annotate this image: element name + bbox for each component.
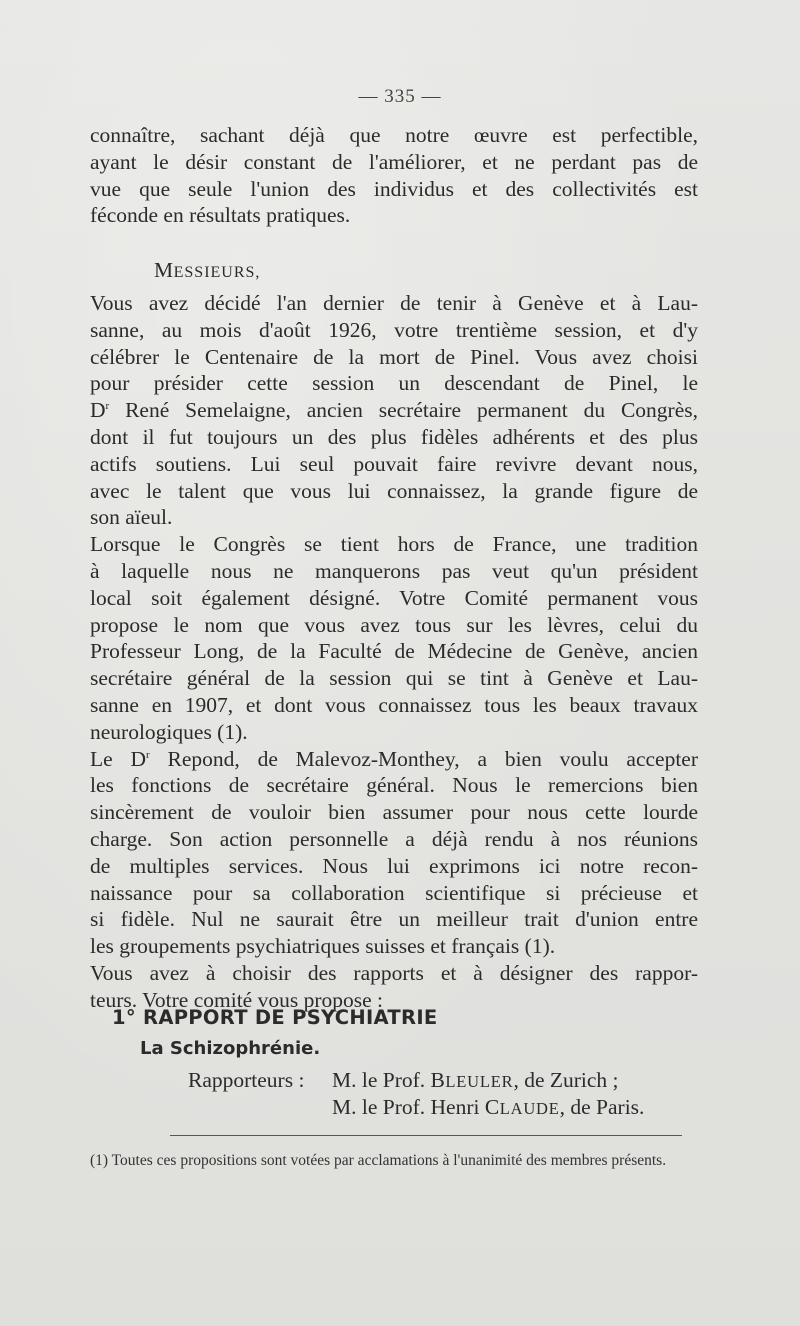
text-line: secrétaire général de la session qui se tint à Genève et Lau- [90,666,698,691]
text-fragment: Le [90,746,113,771]
text-fragment: René Semelaigne, ancien secrétaire permanent du Congrès, [125,398,698,423]
text-line: vue que seule l'union des individus et des collectivités est [90,176,698,201]
rapporteur-name: CLAUDE [484,1095,560,1119]
rapporteur-suffix: , de Paris. [559,1095,645,1119]
text-line: si fidèle. Nul ne saurait être un meilleur trait d'union entre [90,907,698,932]
text-line: sanne en 1907, et dont vous connaissez tous les beaux travaux [90,692,698,717]
text-line: Vous avez à choisir des rapports et à désigner des rappor- [90,960,698,985]
paragraph-body [90,290,698,1014]
rapporteur-2 [332,1095,644,1120]
footnote-divider [170,1135,682,1136]
rapporteur-1 [332,1068,619,1093]
text-line: local soit également désigné. Votre Comité permanent vous [90,585,698,610]
text-line: de multiples services. Nous lui exprimons ici notre recon- [90,853,698,878]
doctor-abbrev-sup: r [146,748,150,761]
doctor-abbrev-sup: r [105,400,110,413]
text-line: propose le nom que vous avez tous sur les lèvres, celui du [90,612,698,637]
text-line: célébrer le Centenaire de la mort de Pinel. Vous avez choisi [90,344,698,369]
text-line-with-title [90,397,698,424]
text-line: Vous avez décidé l'an dernier de tenir à Genève et à Lau- [90,291,698,315]
text-line: dont il fut toujours un des plus fidèles adhérents et des plus [90,424,698,449]
report-heading: 1° RAPPORT DE PSYCHIATRIE [112,1006,438,1029]
text-line: sanne, au mois d'août 1926, votre trentième session, et d'y [90,317,698,342]
doctor-abbrev: D [90,398,106,423]
rapporteurs-label: Rapporteurs : [188,1068,305,1092]
text-line: sincèrement de vouloir bien assumer pour nous cette lourde [90,800,698,825]
text-line: les groupements psychiatriques suisses et français (1). [90,934,556,959]
text-line: féconde en résultats pratiques. [90,203,351,228]
text-line: actifs soutiens. Lui seul pouvait faire revivre devant nous, [90,451,698,476]
text-line-with-title [90,746,698,773]
text-line: naissance pour sa collaboration scientifique si précieuse et [90,880,698,905]
text-line: les fonctions de secrétaire général. Nous le remercions bien [90,773,698,798]
doctor-abbrev: D [130,746,147,771]
footnote: (1) Toutes ces propositions sont votées par acclamations à l'unanimité des membres présents. [90,1152,667,1169]
text-line: charge. Son action personnelle a déjà rendu à nos réunions [90,826,698,851]
text-line: avec le talent que vous lui connaissez, la grande figure de [90,478,698,503]
rapporteur-suffix: , de Zurich ; [513,1068,619,1092]
text-line: connaître, sachant déjà que notre œuvre est perfectible, [90,123,698,147]
salutation [154,258,260,283]
text-line: à laquelle nous ne manquerons pas veut qu'un président [90,558,698,583]
rapporteur-name: BLEULER [430,1068,514,1092]
text-fragment: Repond, de Malevoz-Monthey, a bien voulu accepter [167,746,699,771]
text-line: Lorsque le Congrès se tient hors de France, une tradition [90,532,698,557]
page-number: — 335 — [358,86,442,107]
salutation-text: MESSIEURS, [154,258,261,282]
text-line: pour présider cette session un descendant de Pinel, le [90,371,698,396]
text-line: neurologiques (1). [90,719,248,744]
text-line: teurs. Votre comité vous propose : [90,987,384,1012]
text-line: son aïeul. [90,505,173,530]
text-line: Professeur Long, de la Faculté de Médecine de Genève, ancien [90,639,698,664]
text-line: ayant le désir constant de l'améliorer, et ne perdant pas de [90,149,698,174]
rapporteur-prefix: M. le Prof. [332,1068,426,1092]
rapporteur-prefix: M. le Prof. Henri [332,1095,480,1119]
report-subject: La Schizophrénie. [140,1038,321,1059]
paragraph-intro [90,122,698,229]
